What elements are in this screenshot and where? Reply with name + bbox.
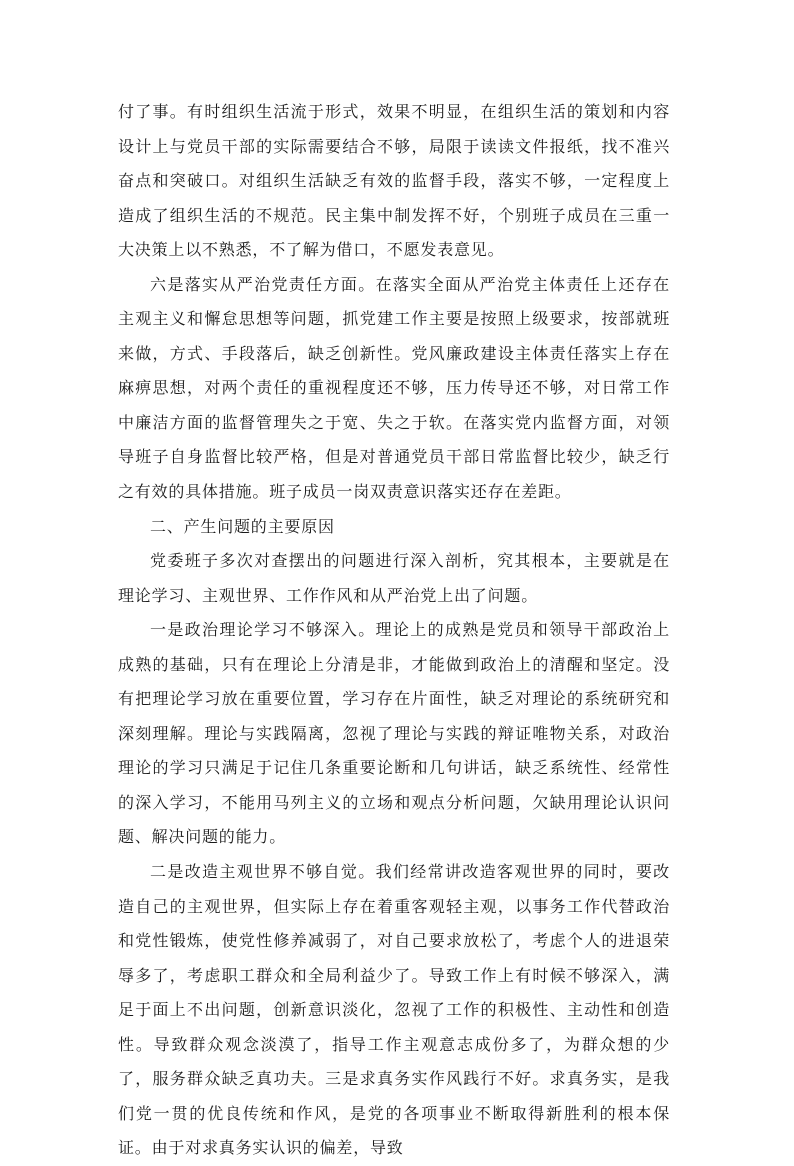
paragraph-analysis-intro: 党委班子多次对查摆出的问题进行深入剖析，究其根本，主要就是在理论学习、主观世界、工作作风和从严治党上出了问题。	[118, 551, 670, 605]
paragraph-theory-study: 一是政治理论学习不够深入。理论上的成熟是党员和领导干部政治上成熟的基础，只有在理论上分清是非，才能做到政治上的清醒和坚定。没有把理论学习放在重要位置，学习存在片面性，缺乏对理论的系统研究和深刻理解。理论与实践隔离，忽视了理论与实践的辩证唯物关系，对政治理论的学习只满足于记住几条重要论断和几句讲话，缺乏系统性、经常性的深入学习，不能用马列主义的立场和观点分析问题，欠缺用理论认识问题、解决问题的能力。	[118, 620, 670, 847]
paragraph-party-responsibility: 六是落实从严治党责任方面。在落实全面从严治党主体责任上还存在主观主义和懈怠思想等问题，抓党建工作主要是按照上级要求，按部就班来做，方式、手段落后，缺乏创新性。党风廉政建设主体责任落实上存在麻痹思想，对两个责任的重视程度还不够，压力传导还不够，对日常工作中廉洁方面的监督管理失之于宽、失之于软。在落实党内监督方面，对领导班子自身监督比较严格，但是对普通党员干部日常监督比较少，缺乏行之有效的具体措施。班子成员一岗双责意识落实还存在差距。	[118, 274, 670, 502]
paragraph-continuation: 付了事。有时组织生活流于形式，效果不明显，在组织生活的策划和内容设计上与党员干部的实际需要结合不够，局限于读读文件报纸，找不准兴奋点和突破口。对组织生活缺乏有效的监督手段，落实不够，一定程度上造成了组织生活的不规范。民主集中制发挥不好，个别班子成员在三重一大决策上以不熟悉，不了解为借口，不愿发表意见。	[118, 102, 670, 260]
paragraph-subjective-world: 二是改造主观世界不够自觉。我们经常讲改造客观世界的同时，要改造自己的主观世界，但实际上存在着重客观轻主观，以事务工作代替政治和党性锻炼，使党性修养减弱了，对自己要求放松了，考虑个人的进退荣辱多了，考虑职工群众和全局利益少了。导致工作上有时候不够深入，满足于面上不出问题，创新意识淡化，忽视了工作的积极性、主动性和创造性。导致群众观念淡漠了，指导工作主观意志成份多了，为群众想的少了，服务群众缺乏真功夫。三是求真务实作风践行不好。求真务实，是我们党一贯的优良传统和作风，是党的各项事业不断取得新胜利的根本保证。由于对求真务实认识的偏差，导致	[118, 862, 670, 1158]
section-heading-causes: 二、产生问题的主要原因	[150, 516, 335, 536]
document-body	[118, 95, 670, 1166]
